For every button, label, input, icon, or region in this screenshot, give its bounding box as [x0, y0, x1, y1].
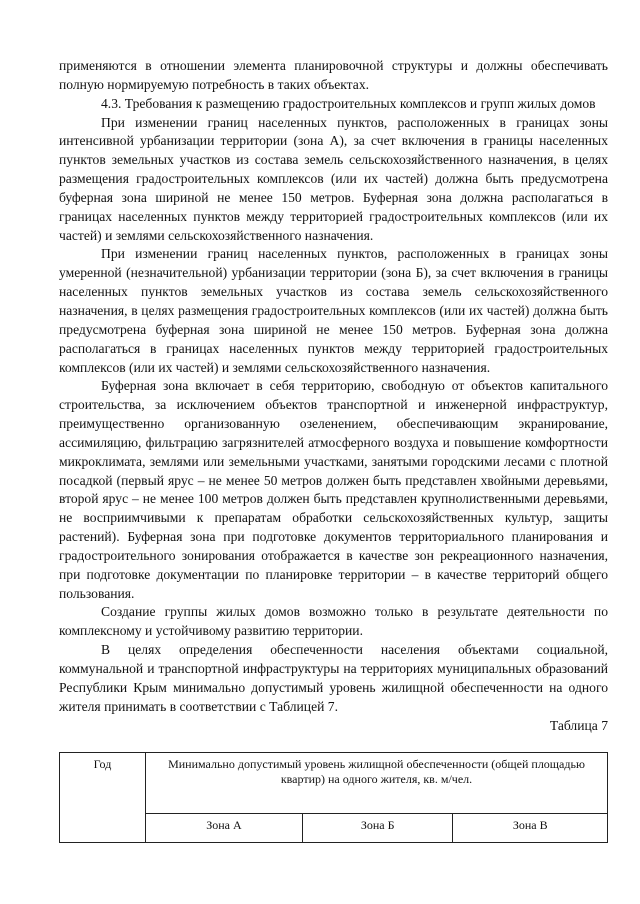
document-body	[59, 57, 608, 735]
housing-standard-table	[59, 752, 608, 843]
table-header-year: Год	[60, 753, 146, 843]
section-heading-4-3: 4.3. Требования к размещению градостроительных комплексов и групп жилых домов	[101, 95, 596, 111]
paragraph-buffer-zone: Буферная зона включает в себя территорию, свободную от объектов капитального строительства, за исключением объектов транспортной и инженерной инфраструктур, преимущественно организованную озеленением, обеспечивающим экранирование, ассимиляцию, фильтрацию загрязнителей атмосферного воздуха и повышение комфортности микроклимата, землями или земельными участками, занятыми городскими лесами с плотной посадкой (первый ярус – не менее 50 метров должен быть представлен хвойными деревьями, второй ярус – не менее 100 метров должен быть представлен крупнолиственными деревьями, не восприимчивыми к препаратам обработки сельскохозяйственных культур, защиты растений). Буферная зона при подготовке документов территориального планирования и градостроительного зонирования отображается в качестве зон рекреационного назначения, при подготовке документации по планировке территории – в качестве территорий общего пользования.	[59, 378, 608, 601]
table-header-standard: Минимально допустимый уровень жилищной обеспеченности (общей площадью квартир) на одного жителя, кв. м/чел.	[146, 753, 608, 814]
table-header-zone-b: Зона Б	[302, 814, 453, 843]
paragraph-zone-b: При изменении границ населенных пунктов, расположенных в границах зоны умеренной (незначительной) урбанизации территории (зона Б), за счет включения в границы населенных пунктов земельных участков из состава земель сельскохозяйственного назначения, в целях размещения градостроительных комплексов (или их частей) должна быть предусмотрена буферная зона шириной не менее 150 метров. Буферная зона должна располагаться в границах населенных пунктов между территорией градостроительных комплексов (или их частей) и землями сельскохозяйственного назначения.	[59, 246, 608, 375]
table-caption: Таблица 7	[549, 717, 608, 733]
paragraph-continuation: применяются в отношении элемента планировочной структуры и должны обеспечивать полную нормируемую потребность в таких объектах.	[59, 58, 608, 92]
paragraph-housing-standard: В целях определения обеспеченности населения объектами социальной, коммунальной и транспортной инфраструктуры на территориях муниципальных образований Республики Крым минимально допустимый уровень жилищной обеспеченности на одного жителя принимать в соответствии с Таблицей 7.	[59, 642, 608, 714]
paragraph-zone-a: При изменении границ населенных пунктов, расположенных в границах зоны интенсивной урбанизации территории (зона А), за счет включения в границы населенных пунктов земельных участков из состава земель сельскохозяйственного назначения, в целях размещения градостроительных комплексов (или их частей) должна быть предусмотрена буферная зона шириной не менее 150 метров. Буферная зона должна располагаться в границах населенных пунктов между территорией градостроительных комплексов (или их частей) и землями сельскохозяйственного назначения.	[59, 114, 608, 243]
table-header-zone-a: Зона А	[146, 814, 303, 843]
paragraph-housing-groups: Создание группы жилых домов возможно только в результате деятельности по комплексному и устойчивому развитию территории.	[59, 604, 608, 639]
table-header-zone-v: Зона В	[453, 814, 608, 843]
